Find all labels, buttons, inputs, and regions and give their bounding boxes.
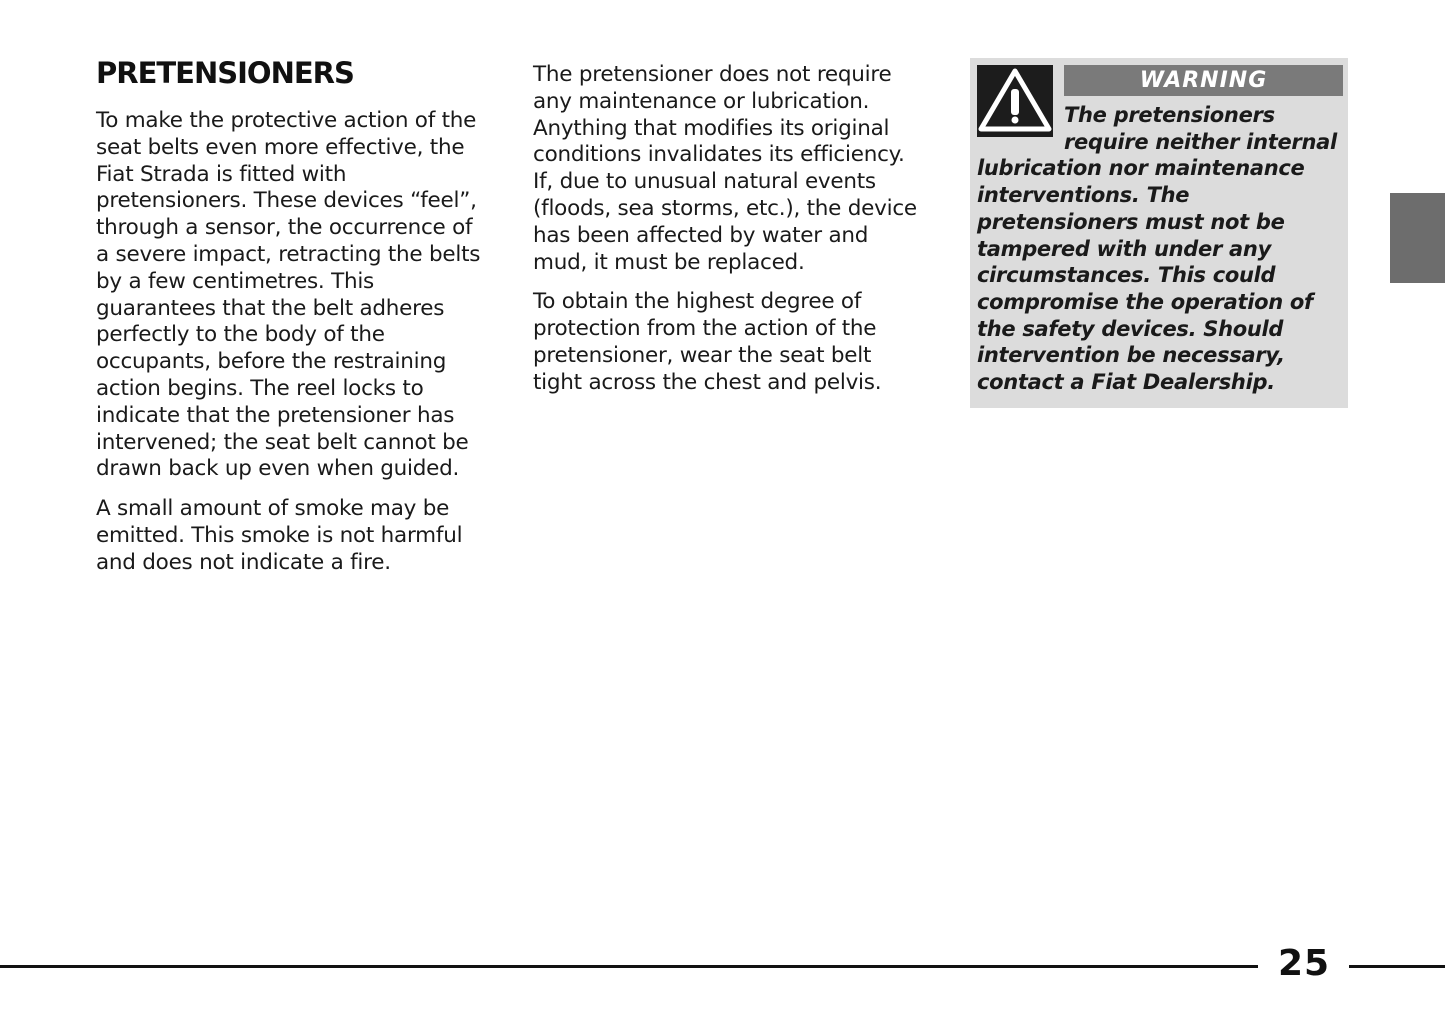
- section-title: PRETENSIONERS: [96, 56, 354, 90]
- warning-box: [970, 58, 1348, 408]
- footer-divider-left: [0, 965, 1258, 968]
- warning-text-content: The pretensioners require neither internal lubrication nor maintenance interventions. The pretensioners must not be tampered with under any circumstances. This could compromise the operation of the safety devices. Should intervention be necessary, contact a Fiat Dealership.: [977, 103, 1337, 395]
- section-tab-marker: [1390, 193, 1445, 283]
- paragraph: To obtain the highest degree of protection from the action of the pretensioner, wear the seat belt tight across the chest and pelvis.: [533, 289, 882, 395]
- warning-title: WARNING: [1064, 65, 1343, 96]
- warning-text: [977, 102, 1343, 396]
- paragraph: A small amount of smoke may be emitted. This smoke is not harmful and does not indicate a fire.: [96, 496, 463, 575]
- icon-spacer: [977, 102, 1064, 150]
- paragraph: The pretensioner does not require any maintenance or lubrication. Anything that modifies its original conditions invalidates its efficiency. If, due to unusual natural events (floods, sea storms, etc.), the device has been affected by water and mud, it must be replaced.: [533, 62, 917, 275]
- middle-column: [533, 56, 918, 410]
- page-number: 25: [1277, 943, 1331, 984]
- left-column: [96, 56, 486, 590]
- paragraph: To make the protective action of the seat belts even more effective, the Fiat Strada is fitted with pretensioners. These devices “feel”, through a sensor, the occurrence of a severe impact, retracting the belts by a few centimetres. This guarantees that the belt adheres perfectly to the body of the occupants, before the restraining action begins. The reel locks to indicate that the pretensioner has intervened; the seat belt cannot be drawn back up even when guided.: [96, 108, 481, 482]
- footer-divider-right: [1349, 965, 1445, 968]
